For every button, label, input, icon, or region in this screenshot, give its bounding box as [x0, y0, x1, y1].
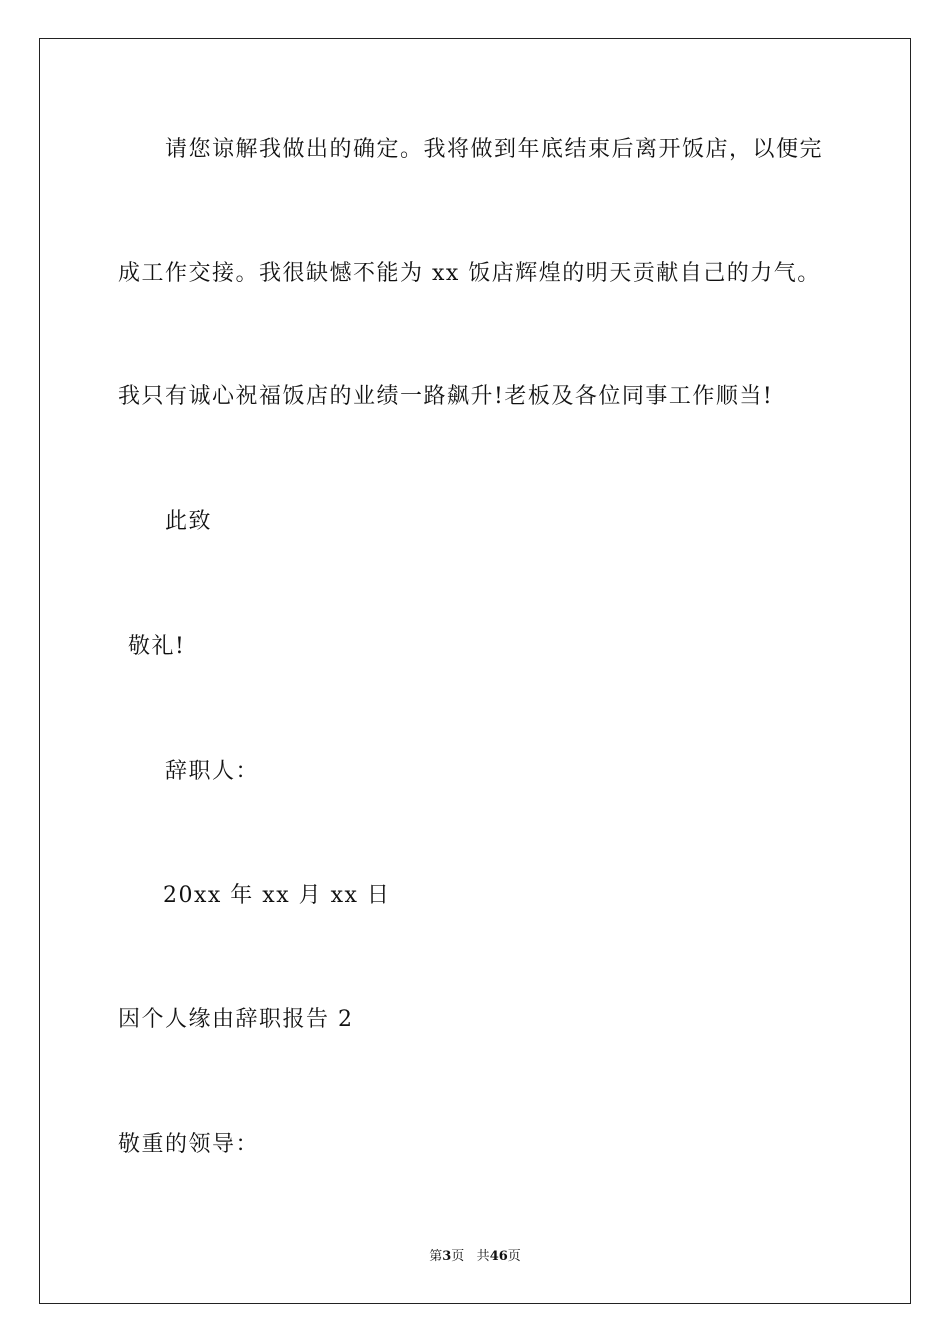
page-prefix: 第	[429, 1249, 443, 1264]
date-line: 20xx 年 xx 月 xx 日	[163, 883, 391, 908]
body-line-2: 成工作交接。我很缺憾不能为 xx 饭店辉煌的明天贡献自己的力气。	[118, 261, 821, 286]
page-footer	[0, 1248, 950, 1266]
body-line-3: 我只有诚心祝福饭店的业绩一路飙升!老板及各位同事工作顺当!	[118, 384, 774, 409]
signature-label: 辞职人：	[165, 759, 260, 784]
closing-regards: 敬礼!	[128, 634, 186, 659]
total-pages: 46	[489, 1249, 508, 1264]
greeting-line: 敬重的领导：	[118, 1132, 260, 1157]
closing-salutation: 此致	[165, 509, 213, 534]
section-title: 因个人缘由辞职报告 2	[118, 1007, 354, 1032]
total-prefix: 共	[476, 1249, 490, 1264]
page-border	[39, 38, 911, 1304]
page-number: 3	[442, 1249, 452, 1264]
total-suffix: 页	[507, 1249, 521, 1264]
body-line-1: 请您谅解我做出的确定。我将做到年底结束后离开饭店，以便完	[165, 137, 824, 162]
page-suffix: 页	[451, 1249, 465, 1264]
